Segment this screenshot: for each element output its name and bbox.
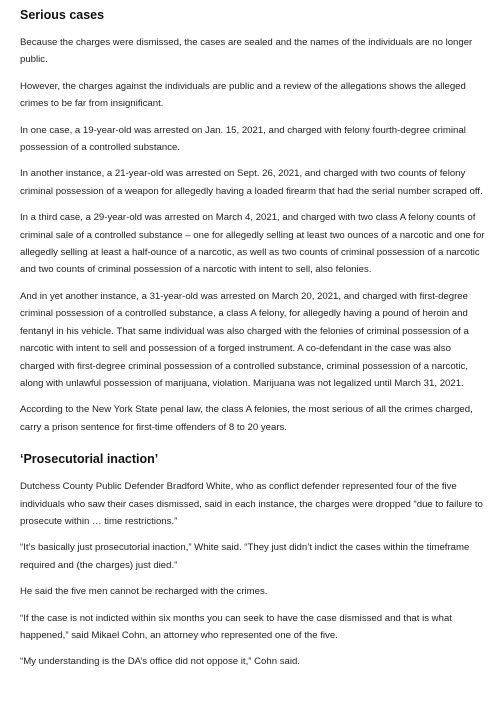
paragraph: However, the charges against the individuals are public and a review of the allegations shows the alleged crimes to be far from insignificant. [20,80,466,110]
paragraph: In another instance, a 21-year-old was arrested on Sept. 26, 2021, and charged with two counts of felony criminal possession of a weapon for allegedly having a loaded firearm that had the serial number scraped off. [20,168,483,197]
section-heading-serious-cases: Serious cases [20,8,105,22]
paragraph: “My understanding is the DA’s office did not oppose it,” Cohn said. [20,656,300,668]
paragraph: “If the case is not indicted within six months you can seek to have the case dismissed and that is what happened,” said Mikael Cohn, an attorney who represented one of the five. [20,612,452,641]
paragraph: And in yet another instance, a 31-year-old was arrested on March 20, 2021, and charged with first-degree criminal possession of a controlled substance, a class A felony, for allegedly having a pound of heroin and fentanyl in his vehicle. That same individual was also charged with the felonies of criminal possession of a narcotic with intent to sell and possession of a forged instrument. A co-defendant in the case was also charged with first-degree criminal possession of a controlled substance, criminal possession of a narcotic, along with unlawful possession of marijuana, violation. Marijuana was not legalized until March 31, 2021. [20,290,469,389]
paragraph: Dutchess County Public Defender Bradford White, who as conflict defender represented four of the five individuals who saw their cases dismissed, said in each instance, the charges were dropped “due to failure to prosecute within … time restrictions.” [20,481,483,527]
section-heading-prosecutorial-inaction: ‘Prosecutorial inaction’ [20,452,159,467]
paragraph: Because the charges were dismissed, the cases are sealed and the names of the individuals are no longer public. [20,37,473,66]
paragraph: According to the New York State penal law, the class A felonies, the most serious of all the crimes charged, carry a prison sentence for first-time offenders of 8 to 20 years. [20,404,473,433]
paragraph: He said the five men cannot be recharged with the crimes. [20,586,268,598]
paragraph: In a third case, a 29-year-old was arrested on March 4, 2021, and charged with two class A felony counts of criminal sale of a controlled substance – one for allegedly selling at least two ounces of a narcotic and one for allegedly selling at least a half-ounce of a narcotic, as well as two counts of criminal possession of a narcotic and two counts of criminal possession of a narcotic with intent to sell, also felonies. [20,212,485,276]
article-body [20,0,488,680]
paragraph: “It’s basically just prosecutorial inaction,” White said. “They just didn’t indict the cases within the timeframe required and (the charges) just died.” [20,542,470,571]
paragraph: In one case, a 19-year-old was arrested on Jan. 15, 2021, and charged with felony fourth-degree criminal possession of a controlled substance. [20,124,466,154]
